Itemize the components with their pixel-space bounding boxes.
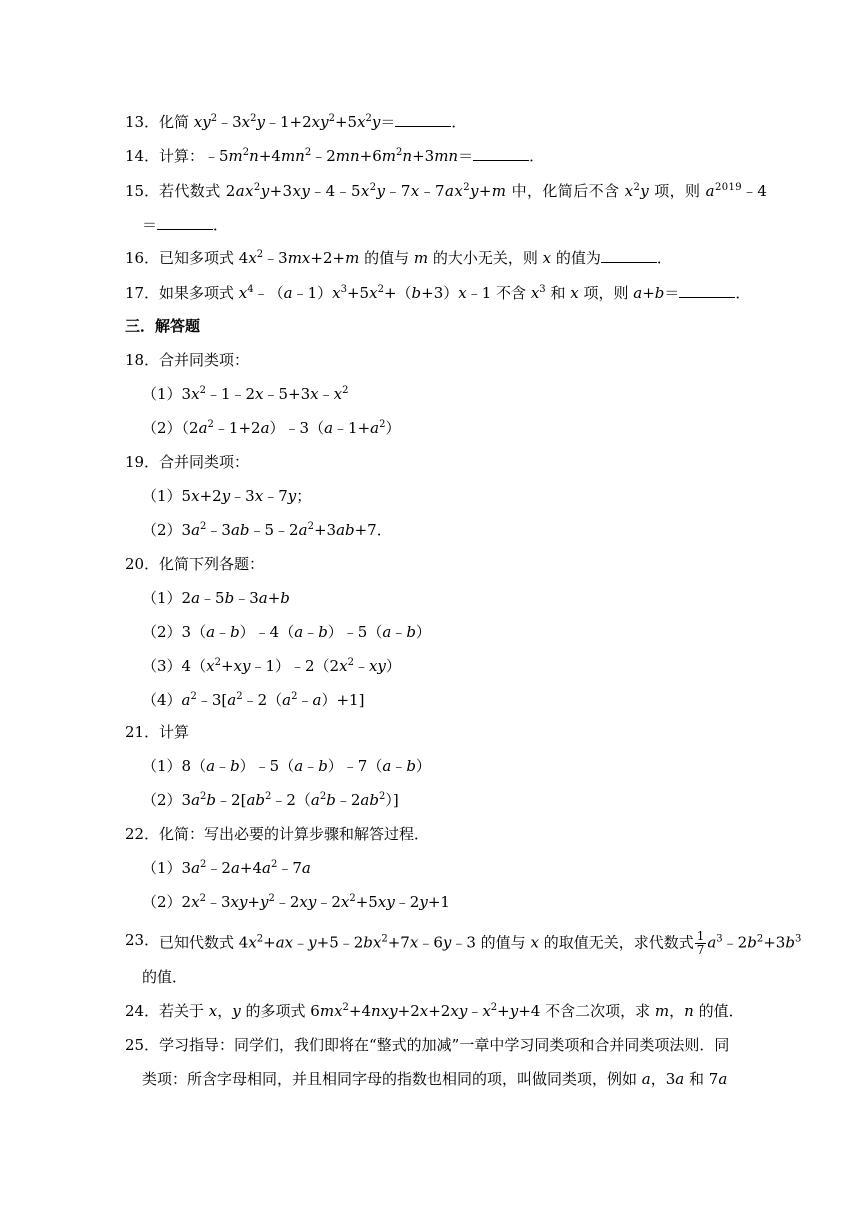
section-title: 三．解答题 bbox=[125, 317, 201, 335]
fraction-numerator: 1 bbox=[696, 929, 705, 943]
question-text: 如果多项式 $x^4﹣(a﹣1)x^3+5x^2+(b+3)x﹣1$ 不含 $x^3$ 和 x 项，则 a+b＝ ． bbox=[159, 284, 751, 302]
question-text: 的值． bbox=[142, 968, 188, 986]
question-number: 17． bbox=[125, 284, 160, 302]
sub-question: $(2)3a^2﹣3ab﹣5﹣2a^2+3ab+7$． bbox=[142, 521, 392, 539]
sub-question: （1）5x+2y﹣3x﹣7y； bbox=[142, 487, 312, 505]
answer-blank[interactable] bbox=[679, 297, 735, 298]
question-number: 13． bbox=[125, 113, 160, 131]
question-text: 类项：所含字母相同，并且相同字母的指数也相同的项，叫做同类项，例如 a，3a 和 7a bbox=[142, 1070, 728, 1088]
answer-blank[interactable] bbox=[157, 229, 213, 230]
sub-question: （1）2a﹣5b﹣3a+b bbox=[142, 589, 290, 607]
question-text: 若关于 x，y 的多项式 $6mx^2+4nxy+2x+2xy﹣x^2+y+4$ 不含二次项，求 m，n 的值． bbox=[159, 1002, 744, 1020]
question-text: ＝ ． bbox=[142, 216, 229, 234]
question-text: 计算 bbox=[159, 723, 190, 741]
answer-blank[interactable] bbox=[601, 262, 657, 263]
question-number: 22． bbox=[125, 825, 160, 843]
question-number: 19． bbox=[125, 453, 160, 471]
question-number: 21． bbox=[125, 723, 160, 741]
sub-question: $(2)(2a^2﹣1+2a)﹣3(a﹣1+a^2)$ bbox=[142, 419, 401, 437]
question-text: 若代数式 $2ax^2y+3xy﹣4﹣5x^2y﹣7x﹣7ax^2y+m$ 中，化简后不含 $x^2y$ 项，则 $a^{2019}﹣4$ bbox=[159, 182, 768, 200]
sub-question: $(1)3x^2﹣1﹣2x﹣5+3x﹣x^2$ bbox=[142, 385, 349, 403]
question-text: 合并同类项： bbox=[159, 351, 250, 369]
fraction bbox=[695, 930, 707, 957]
answer-blank[interactable] bbox=[473, 160, 529, 161]
question-text: 计算：$﹣5m^2n+4mn^2﹣2mn+6m^2n+3mn=$ ． bbox=[159, 147, 545, 165]
question-number: 25． bbox=[125, 1036, 160, 1054]
question-number: 18． bbox=[125, 351, 160, 369]
question-number: 15． bbox=[125, 182, 160, 200]
sub-question: $(3)4(x^2+xy﹣1)﹣2(2x^2﹣xy)$ bbox=[142, 657, 401, 675]
question-text: 已知代数式 $4x^2+ax﹣y+5﹣2bx^2+7x﹣6y﹣3$ 的值与 x 的取值无关，求代数式 $\frac{1}{7}$ $a^3﹣2b^2+3b^3$ bbox=[159, 929, 802, 957]
question-text: 合并同类项： bbox=[159, 453, 250, 471]
sub-question: （2）3（a﹣b）﹣4（a﹣b）﹣5（a﹣b） bbox=[142, 623, 431, 641]
question-number: 16． bbox=[125, 249, 160, 267]
question-number: 23． bbox=[125, 931, 160, 949]
sub-question: $(4)a^2﹣3[a^2﹣2(a^2﹣a)+1]$ bbox=[142, 691, 365, 709]
question-text: 化简 $xy^2﹣3x^2y﹣1+2xy^2+5x^2y=$ ． bbox=[159, 113, 467, 131]
fraction-denominator: 7 bbox=[696, 943, 705, 957]
question-number: 24． bbox=[125, 1002, 160, 1020]
answer-blank[interactable] bbox=[395, 126, 451, 127]
sub-question: （1）8（a﹣b）﹣5（a﹣b）﹣7（a﹣b） bbox=[142, 757, 431, 775]
question-text: 已知多项式 $4x^2﹣3mx+2+m$ 的值与 m 的大小无关，则 x 的值为 ． bbox=[159, 249, 672, 267]
question-text: 化简：写出必要的计算步骤和解答过程． bbox=[159, 825, 430, 843]
question-text: 学习指导：同学们，我们即将在“整式的加减”一章中学习同类项和合并同类项法则．同 bbox=[159, 1036, 730, 1054]
question-number: 14． bbox=[125, 147, 160, 165]
sub-question: $(2)3a^2b﹣2[ab^2﹣2(a^2b﹣2ab^2)]$ bbox=[142, 791, 399, 809]
question-text: 化简下列各题： bbox=[159, 555, 265, 573]
question-number: 20． bbox=[125, 555, 160, 573]
sub-question: $(1)3a^2﹣2a+4a^2﹣7a$ bbox=[142, 859, 311, 877]
sub-question: $(2)2x^2﹣3xy+y^2﹣2xy﹣2x^2+5xy﹣2y+1$ bbox=[142, 893, 450, 911]
